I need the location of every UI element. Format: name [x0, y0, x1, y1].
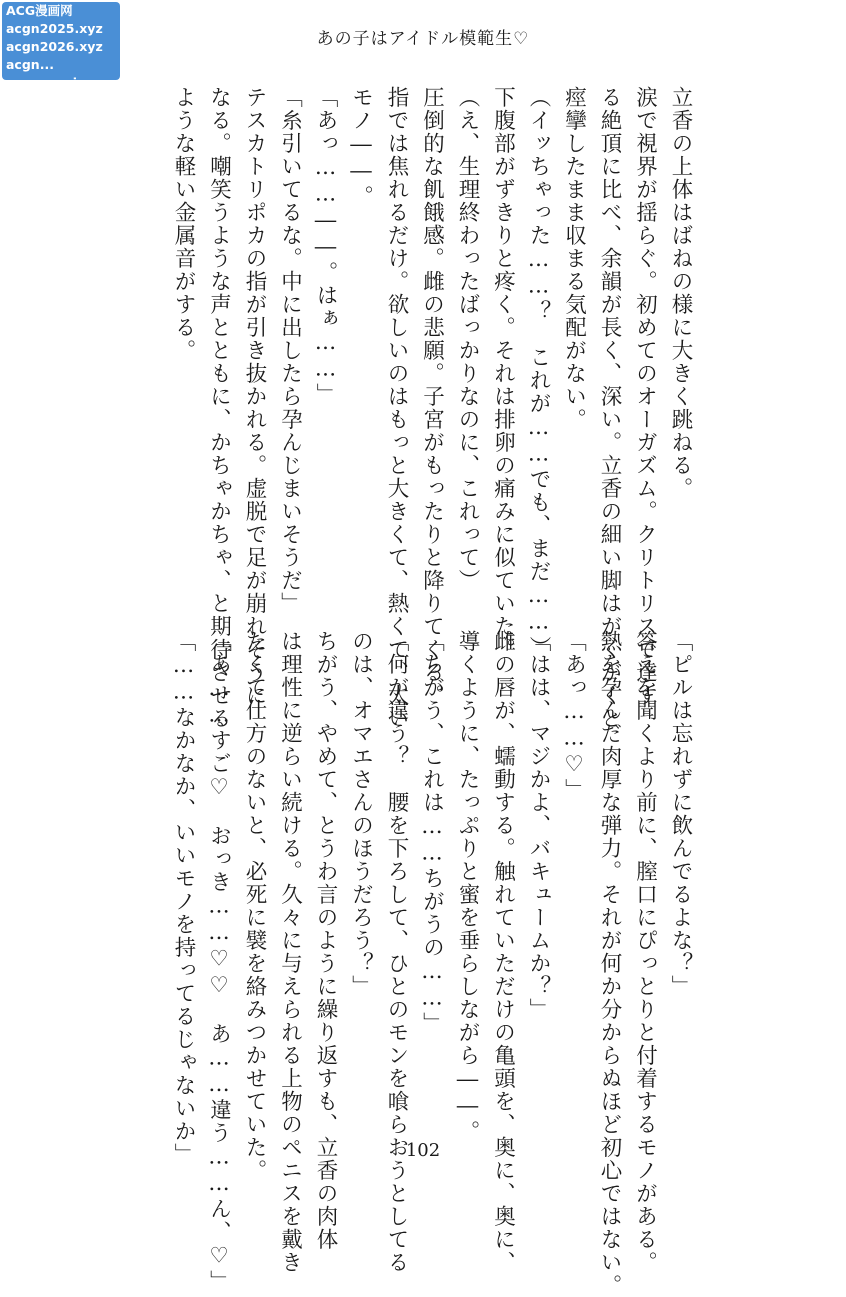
text-line: 圧倒的な飢餓感。雌の悲願。子宮がもったりと降りてくる。	[419, 86, 445, 707]
text-line: モノ――。	[348, 86, 374, 208]
text-line: 「あ……すご♡ おっき……♡♡ あ……違う……ん、♡」	[206, 630, 232, 1293]
text-line: なる。嘲笑うような声とともに、かちゃかちゃ、と期待させる	[206, 86, 232, 730]
watermark-line: acgn2026.xyz	[6, 39, 103, 54]
text-line: る絶頂に比べ、余韻が長く、深い。立香の細い脚はがくがくと	[597, 86, 622, 730]
text-line: 痙攣したまま収まる気配がない。	[561, 86, 587, 431]
text-line: は理性に逆らい続ける。久々に与えられる上物のペニスを戴き	[277, 630, 303, 1274]
text-line: 「あっ……♡」	[561, 630, 587, 802]
text-line: ちがう、やめて、とうわ言のように繰り返すも、立香の肉体	[313, 630, 338, 1251]
text-line: 「はは、マジかよ、バキュームか？」	[526, 630, 551, 1021]
text-line: （え、生理終わったばっかりなのに、これって）	[455, 86, 480, 592]
text-line: 下腹部がずきりと疼く。それは排卵の痛みに似ていた。	[490, 86, 516, 661]
text-line: テスカトリポカの指が引き抜かれる。虚脱で足が崩れそうに	[242, 86, 267, 707]
text-line: 涙で視界が揺らぐ。初めてのオーガズム。クリトリスで達す	[632, 86, 658, 707]
text-line: 「あっ……――。はぁ……」	[313, 86, 338, 406]
watermark-line: acgn...	[6, 57, 54, 72]
text-line: 導くように、たっぷりと蜜を垂らしながら――。	[455, 630, 480, 1143]
text-line: たくて仕方のないと、必死に襞を絡みつかせていた。	[242, 630, 267, 1182]
text-line: ような軽い金属音がする。	[171, 86, 196, 362]
page-number: 102	[405, 1140, 441, 1161]
upper-text-block	[170, 86, 698, 730]
watermark-line: acgn2025.xyz	[6, 21, 103, 36]
running-title: あの子はアイドル模範生♡	[316, 29, 530, 49]
watermark-line: ACG漫画网	[6, 3, 73, 18]
text-line: 「糸引いてるな。中に出したら孕んじまいそうだ」	[277, 86, 303, 615]
text-line: 「何が違う？ 腰を下ろして、ひとのモンを喰らおうとしてる	[384, 630, 409, 1274]
text-line: （イッちゃった……？ これが……でも、まだ……）	[526, 86, 551, 659]
text-line: のは、オマエさんのほうだろう？」	[348, 630, 374, 998]
text-line: 「……なかなか、いいモノを持ってるじゃないか」	[171, 630, 196, 1166]
text-line: 「ピルは忘れずに飲んでるよな？」	[668, 630, 693, 998]
text-line: 「ちがう、これは……ちがうの……」	[419, 630, 445, 1035]
text-line: 雌の唇が、蠕動する。触れていただけの亀頭を、奥に、奥に、	[490, 630, 516, 1274]
text-line: 答えを聞くより前に、膣口にぴっとりと付着するモノがある。	[632, 630, 658, 1274]
text-line: 指では焦れるだけ。欲しいのはもっと大きくて、熱くて、太い	[384, 86, 409, 730]
text-line: 熱を孕んだ肉厚な弾力。それが何か分からぬほど初心ではない。	[597, 630, 622, 1297]
watermark-line: porn-comic.com	[6, 75, 119, 90]
text-line: 立香の上体はばねの様に大きく跳ねる。	[668, 86, 693, 500]
